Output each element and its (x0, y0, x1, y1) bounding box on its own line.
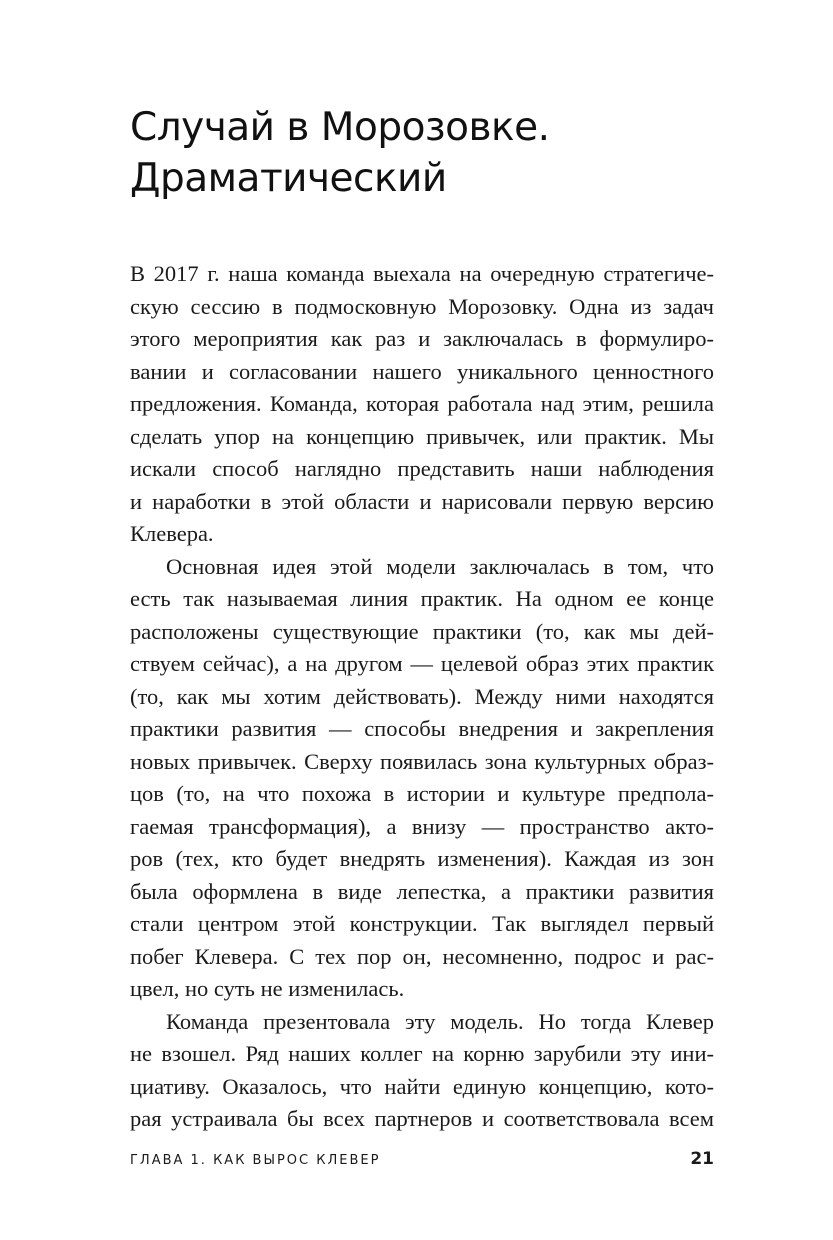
title-line-1: Случай в Морозовке. (130, 105, 550, 150)
text-line: (то, как мы хотим действовать). Между ними находятся (130, 683, 714, 709)
text-line: была оформлена в виде лепестка, а практики развития (130, 878, 714, 904)
text-line: В 2017 г. наша команда выехала на очередную стратегиче- (130, 261, 714, 286)
text-line: и наработки в этой области и нарисовали первую версию (130, 488, 714, 514)
text-line: гаемая трансформация), а внизу — пространство акто- (130, 813, 714, 839)
page-footer (130, 1149, 714, 1173)
text-line: Команда презентовала эту модель. Но тогда Клевер (166, 1008, 714, 1034)
body-text (130, 258, 714, 1136)
title-line-2: Драматический (130, 156, 447, 201)
text-line: побег Клевера. С тех пор он, несомненно, подрос и рас- (130, 943, 714, 969)
text-line: скую сессию в подмосковную Морозовку. Одна из задач (130, 293, 714, 319)
text-line: этого мероприятия как раз и заключалась в формулиро- (130, 326, 714, 351)
text-line: новых привычек. Сверху появилась зона культурных образ- (130, 748, 714, 774)
text-line: ствуем сейчас), а на другом — целевой образ этих практик (130, 651, 714, 676)
text-line: практики развития — способы внедрения и закрепления (130, 716, 714, 741)
text-line: Клевера. (130, 521, 214, 546)
running-head: ГЛАВА 1. КАК ВЫРОС КЛЕВЕР (130, 1153, 381, 1168)
text-line: цов (то, на что похожа в истории и культуре предпола- (130, 781, 714, 806)
text-line: ров (тех, кто будет внедрять изменения). Каждая из зон (130, 846, 714, 871)
chapter-section-title (130, 102, 549, 204)
text-line: сделать упор на концепцию привычек, или практик. Мы (130, 423, 714, 449)
text-line: есть так называемая линия практик. На одном ее конце (130, 586, 714, 611)
text-line: стали центром этой конструкции. Так выглядел первый (130, 911, 714, 936)
text-line: предложения. Команда, которая работала над этим, решила (130, 391, 714, 416)
text-line: цвел, но суть не изменилась. (130, 976, 405, 1001)
page-number: 21 (690, 1149, 714, 1169)
text-line: вании и согласовании нашего уникального ценностного (130, 358, 714, 384)
text-line: рая устраивала бы всех партнеров и соответствовала всем (130, 1106, 714, 1131)
text-line: Основная идея этой модели заключалась в том, что (166, 553, 714, 579)
text-line: расположены существующие практики (то, как мы дей- (130, 618, 714, 644)
text-line: не взошел. Ряд наших коллег на корню зарубили эту ини- (130, 1041, 714, 1066)
text-line: искали способ наглядно представить наши наблюдения (130, 456, 714, 481)
text-line: циативу. Оказалось, что найти единую концепцию, кото- (130, 1073, 714, 1099)
